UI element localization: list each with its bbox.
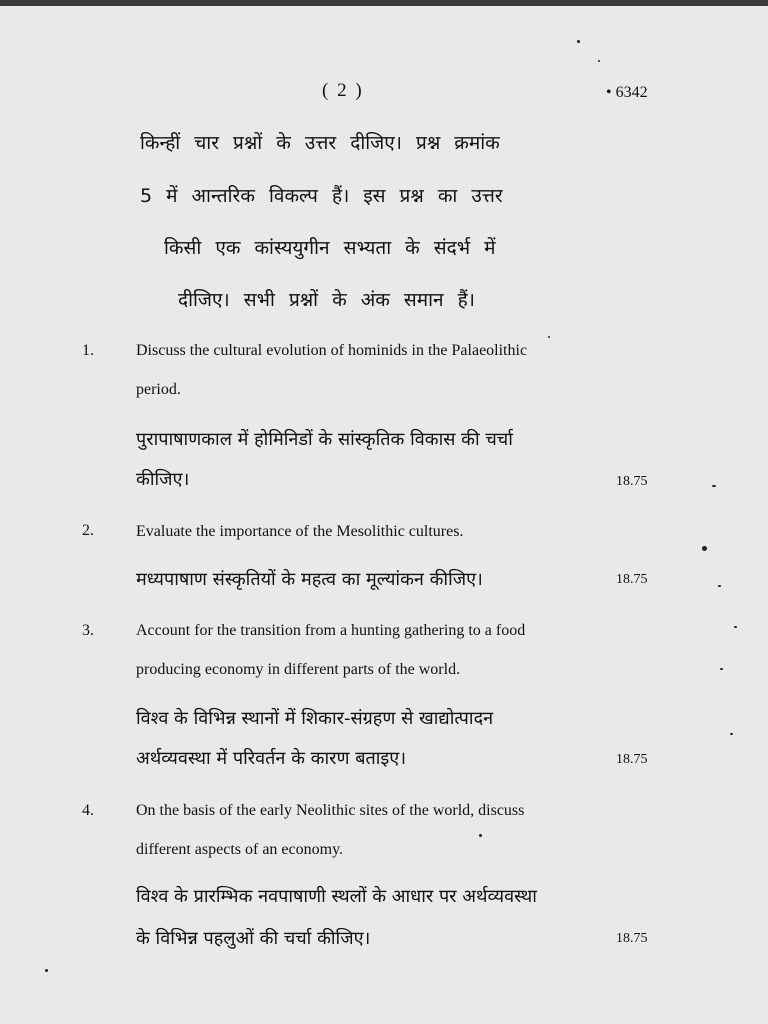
question-number: 4. bbox=[82, 802, 94, 819]
question-marks: 18.75 bbox=[616, 752, 648, 767]
question-hindi-line: विश्व के प्रारम्भिक नवपाषाणी स्थलों के आधार पर अर्थव्यवस्था bbox=[136, 886, 537, 907]
scan-speck bbox=[577, 40, 580, 43]
question-english-line: On the basis of the early Neolithic sites of the world, discuss bbox=[136, 802, 525, 819]
question-english-line: different aspects of an economy. bbox=[136, 841, 344, 858]
question-hindi-line: के विभिन्न पहलुओं की चर्चा कीजिए। bbox=[136, 928, 371, 949]
question-english-line: Account for the transition from a hunting gathering to a food bbox=[136, 622, 526, 639]
instruction-line-2: 5 में आन्तरिक विकल्प हैं। इस प्रश्न का उत्तर bbox=[140, 185, 503, 207]
top-edge-bar bbox=[0, 0, 768, 6]
question-hindi-line: विश्व के विभिन्न स्थानों में शिकार-संग्रहण से खाद्योत्पादन bbox=[136, 708, 494, 729]
instruction-line-1: किन्हीं चार प्रश्नों के उत्तर दीजिए। प्रश्न क्रमांक bbox=[140, 132, 500, 154]
question-hindi-line: कीजिए। bbox=[136, 469, 190, 490]
question-hindi-line: पुरापाषाणकाल में होमिनिडों के सांस्कृतिक विकास की चर्चा bbox=[136, 429, 513, 450]
question-marks: 18.75 bbox=[616, 474, 648, 489]
instruction-line-3: किसी एक कांस्ययुगीन सभ्यता के संदर्भ में bbox=[164, 237, 496, 259]
scan-speck bbox=[598, 60, 600, 62]
scan-speck bbox=[479, 834, 482, 837]
question-english-line: period. bbox=[136, 381, 181, 398]
scan-speck bbox=[718, 585, 721, 587]
scan-speck bbox=[720, 668, 723, 670]
question-number: 2. bbox=[82, 522, 94, 539]
scan-speck bbox=[730, 733, 733, 735]
scan-speck bbox=[712, 485, 716, 487]
question-number: 3. bbox=[82, 622, 94, 639]
scan-speck bbox=[702, 546, 707, 551]
question-english-line: Discuss the cultural evolution of hominids in the Palaeolithic bbox=[136, 342, 528, 359]
question-english-line: Evaluate the importance of the Mesolithic cultures. bbox=[136, 523, 464, 540]
page-number: ( 2 ) bbox=[322, 80, 364, 101]
paper-code: • 6342 bbox=[606, 84, 648, 101]
question-marks: 18.75 bbox=[616, 572, 648, 587]
scan-speck bbox=[548, 336, 550, 338]
question-english-line: producing economy in different parts of the world. bbox=[136, 661, 461, 678]
scan-speck bbox=[734, 626, 737, 628]
question-hindi-line: मध्यपाषाण संस्कृतियों के महत्व का मूल्यांकन कीजिए। bbox=[136, 569, 483, 590]
scan-speck bbox=[45, 969, 48, 972]
question-number: 1. bbox=[82, 342, 94, 359]
question-hindi-line: अर्थव्यवस्था में परिवर्तन के कारण बताइए। bbox=[136, 748, 407, 769]
question-marks: 18.75 bbox=[616, 931, 648, 946]
instruction-line-4: दीजिए। सभी प्रश्नों के अंक समान हैं। bbox=[178, 289, 475, 311]
